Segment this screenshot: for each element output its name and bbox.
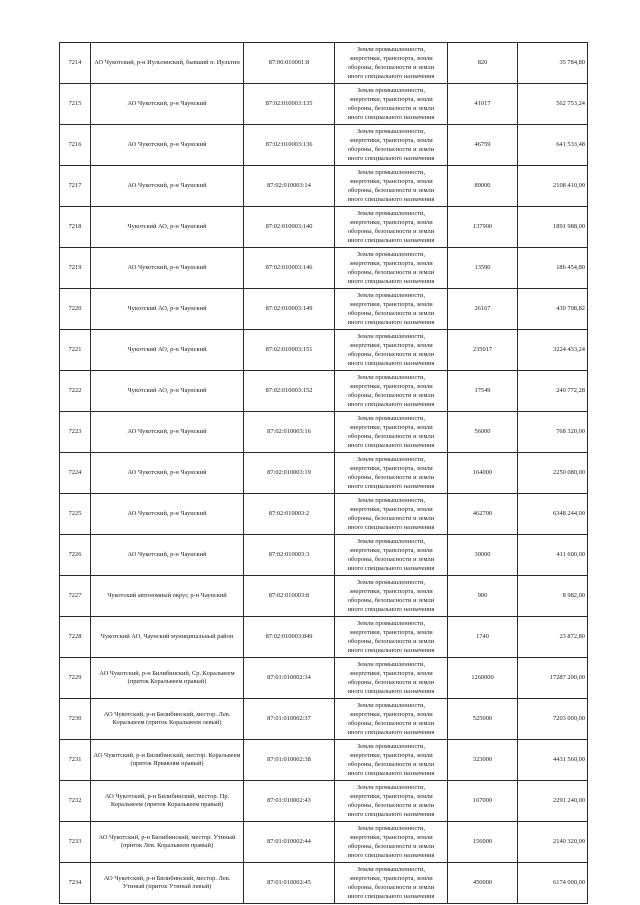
table-row xyxy=(60,617,588,658)
area-cell: 17549 xyxy=(448,371,518,412)
area-cell: 323000 xyxy=(448,740,518,781)
cadastral-number-cell: 87:01:010002:45 xyxy=(244,863,335,904)
land-category-line: Земли промышленности, xyxy=(356,373,426,381)
table-row xyxy=(60,494,588,535)
row-number-cell: 7227 xyxy=(60,576,91,617)
cadastral-value-cell: 2250 080,00 xyxy=(518,453,588,494)
land-category-line: Земли промышленности, xyxy=(356,865,426,873)
cadastral-number-cell: 87:02:010003:152 xyxy=(244,371,335,412)
address-cell: АО Чукотский, р-н Чаунский xyxy=(91,166,244,207)
land-category-cell xyxy=(335,412,448,453)
land-category-cell xyxy=(335,43,448,84)
land-category-line: энергетики, транспорта, земли xyxy=(349,710,433,718)
address-cell: АО Чукотский, р-н Билибинский, местор. Утиный (приток Лев. Коральвеем правый) xyxy=(91,822,244,863)
cadastral-value-cell: 17287 200,00 xyxy=(518,658,588,699)
address-cell: Чукотский АО, р-н Чаунский xyxy=(91,330,244,371)
land-category-line: иного специального назначения xyxy=(347,565,435,573)
land-category-line: иного специального назначения xyxy=(347,729,435,737)
land-category-line: Земли промышленности, xyxy=(356,86,426,94)
address-cell: АО Чукотский, р-н Чаунский xyxy=(91,535,244,576)
row-number-cell: 7214 xyxy=(60,43,91,84)
land-category-line: энергетики, транспорта, земли xyxy=(349,300,433,308)
land-category-cell xyxy=(335,166,448,207)
cadastral-value-cell: 23 872,80 xyxy=(518,617,588,658)
cadastral-value-cell: 4431 560,00 xyxy=(518,740,588,781)
land-category-line: энергетики, транспорта, земли xyxy=(349,177,433,185)
table-body xyxy=(60,43,588,904)
area-cell: 30000 xyxy=(448,535,518,576)
land-registry-table xyxy=(59,42,588,904)
land-category-line: энергетики, транспорта, земли xyxy=(349,218,433,226)
land-category-line: Земли промышленности, xyxy=(356,578,426,586)
row-number-cell: 7228 xyxy=(60,617,91,658)
row-number-cell: 7232 xyxy=(60,781,91,822)
land-category-line: обороны, безопасности и земли xyxy=(347,392,435,399)
land-category-line: Земли промышленности, xyxy=(356,291,426,299)
land-category-line: обороны, безопасности и земли xyxy=(347,802,435,809)
cadastral-number-cell: 87:02:010003:14 xyxy=(244,166,335,207)
land-category-line: Земли промышленности, xyxy=(356,168,426,176)
cadastral-number-cell: 87:01:010002:37 xyxy=(244,699,335,740)
land-category-line: Земли промышленности, xyxy=(356,783,426,791)
land-category-line: энергетики, транспорта, земли xyxy=(349,587,433,595)
land-category-line: энергетики, транспорта, земли xyxy=(349,669,433,677)
table-row xyxy=(60,166,588,207)
land-category-line: обороны, безопасности и земли xyxy=(347,351,435,358)
land-category-cell xyxy=(335,248,448,289)
address-cell: АО Чукотский, р-н Билибинский, местор. Лев. Утиный (приток Утиный левый) xyxy=(91,863,244,904)
table-row xyxy=(60,863,588,904)
cadastral-number-cell: 87:02:010003:146 xyxy=(244,248,335,289)
land-category-cell xyxy=(335,84,448,125)
land-category-cell xyxy=(335,822,448,863)
row-number-cell: 7233 xyxy=(60,822,91,863)
cadastral-value-cell: 1891 988,00 xyxy=(518,207,588,248)
cadastral-value-cell: 2108 410,00 xyxy=(518,166,588,207)
table-row xyxy=(60,412,588,453)
land-category-line: энергетики, транспорта, земли xyxy=(349,54,433,62)
land-category-cell xyxy=(335,330,448,371)
cadastral-value-cell: 2291 240,00 xyxy=(518,781,588,822)
land-category-cell xyxy=(335,494,448,535)
land-category-line: обороны, безопасности и земли xyxy=(347,433,435,440)
row-number-cell: 7222 xyxy=(60,371,91,412)
cadastral-number-cell: 87:02:010003:16 xyxy=(244,412,335,453)
address-cell: Чукотский АО, р-н Чаунский xyxy=(91,371,244,412)
area-cell: 89000 xyxy=(448,166,518,207)
land-category-line: обороны, безопасности и земли xyxy=(347,556,435,563)
land-category-cell xyxy=(335,699,448,740)
table-row xyxy=(60,371,588,412)
land-category-cell xyxy=(335,371,448,412)
land-category-line: обороны, безопасности и земли xyxy=(347,64,435,71)
cadastral-value-cell: 6348 244,00 xyxy=(518,494,588,535)
address-cell: АО Чукотский, р-н Билибинский, местор. Лев. Коральвеем (приток Коральвеем левый) xyxy=(91,699,244,740)
land-category-line: иного специального назначения xyxy=(347,319,435,327)
cadastral-value-cell: 562 753,24 xyxy=(518,84,588,125)
cadastral-value-cell: 6174 000,00 xyxy=(518,863,588,904)
land-category-line: энергетики, транспорта, земли xyxy=(349,95,433,103)
address-cell: АО Чукотский, р-н Чаунский xyxy=(91,494,244,535)
land-category-line: иного специального назначения xyxy=(347,442,435,450)
cadastral-number-cell: 87:02:010003:19 xyxy=(244,453,335,494)
land-category-line: обороны, безопасности и земли xyxy=(347,884,435,891)
row-number-cell: 7225 xyxy=(60,494,91,535)
land-category-line: Земли промышленности, xyxy=(356,619,426,627)
cadastral-number-cell: 87:02:010003:135 xyxy=(244,84,335,125)
address-cell: Чукотский АО, р-н Чаунский xyxy=(91,207,244,248)
row-number-cell: 7219 xyxy=(60,248,91,289)
row-number-cell: 7217 xyxy=(60,166,91,207)
row-number-cell: 7230 xyxy=(60,699,91,740)
land-category-line: Земли промышленности, xyxy=(356,127,426,135)
land-category-line: энергетики, транспорта, земли xyxy=(349,751,433,759)
cadastral-number-cell: 87:01:010002:43 xyxy=(244,781,335,822)
cadastral-value-cell: 35 784,80 xyxy=(518,43,588,84)
row-number-cell: 7224 xyxy=(60,453,91,494)
row-number-cell: 7216 xyxy=(60,125,91,166)
table-row xyxy=(60,576,588,617)
land-category-cell xyxy=(335,617,448,658)
cadastral-value-cell: 186 454,80 xyxy=(518,248,588,289)
cadastral-value-cell: 8 982,00 xyxy=(518,576,588,617)
land-category-line: энергетики, транспорта, земли xyxy=(349,874,433,882)
address-cell: Чукотский автономный округ, р-н Чаунский xyxy=(91,576,244,617)
land-category-line: Земли промышленности, xyxy=(356,537,426,545)
row-number-cell: 7215 xyxy=(60,84,91,125)
land-category-cell xyxy=(335,576,448,617)
land-category-line: иного специального назначения xyxy=(347,893,435,901)
address-cell: АО Чукотский, р-н Билибинский, Ср. Коральвеем (приток Коральвеем правый) xyxy=(91,658,244,699)
area-cell: 164000 xyxy=(448,453,518,494)
land-category-line: Земли промышленности, xyxy=(356,660,426,668)
table-row xyxy=(60,43,588,84)
land-category-line: энергетики, транспорта, земли xyxy=(349,833,433,841)
table-row xyxy=(60,781,588,822)
land-category-cell xyxy=(335,289,448,330)
address-cell: АО Чукотский, р-н Чаунский xyxy=(91,125,244,166)
cadastral-number-cell: 87:01:010002:44 xyxy=(244,822,335,863)
land-category-line: обороны, безопасности и земли xyxy=(347,146,435,153)
area-cell: 167000 xyxy=(448,781,518,822)
land-category-line: иного специального назначения xyxy=(347,483,435,491)
land-category-line: иного специального назначения xyxy=(347,360,435,368)
land-category-line: Земли промышленности, xyxy=(356,701,426,709)
land-category-line: иного специального назначения xyxy=(347,237,435,245)
land-category-line: энергетики, транспорта, земли xyxy=(349,792,433,800)
area-cell: 26167 xyxy=(448,289,518,330)
address-cell: АО Чукотский, р-н Иультинский, бывший п. Иультин xyxy=(91,43,244,84)
land-category-line: Земли промышленности, xyxy=(356,45,426,53)
cadastral-value-cell: 2140 320,00 xyxy=(518,822,588,863)
land-category-line: обороны, безопасности и земли xyxy=(347,515,435,522)
cadastral-value-cell: 430 708,82 xyxy=(518,289,588,330)
area-cell: 525000 xyxy=(448,699,518,740)
land-category-cell xyxy=(335,740,448,781)
cadastral-number-cell: 87:02:010003:2 xyxy=(244,494,335,535)
land-category-line: обороны, безопасности и земли xyxy=(347,105,435,112)
address-cell: Чукотский АО, р-н Чаунский xyxy=(91,289,244,330)
land-category-line: иного специального назначения xyxy=(347,73,435,81)
cadastral-value-cell: 768 320,00 xyxy=(518,412,588,453)
land-category-line: иного специального назначения xyxy=(347,524,435,532)
cadastral-number-cell: 87:02:010003:3 xyxy=(244,535,335,576)
land-category-cell xyxy=(335,125,448,166)
address-cell: АО Чукотский, р-н Чаунский xyxy=(91,248,244,289)
land-category-line: Земли промышленности, xyxy=(356,455,426,463)
table-row xyxy=(60,699,588,740)
area-cell: 13590 xyxy=(448,248,518,289)
address-cell: АО Чукотский, р-н Чаунский xyxy=(91,84,244,125)
land-category-line: обороны, безопасности и земли xyxy=(347,228,435,235)
land-category-line: энергетики, транспорта, земли xyxy=(349,382,433,390)
land-category-line: обороны, безопасности и земли xyxy=(347,269,435,276)
land-category-cell xyxy=(335,207,448,248)
land-category-line: Земли промышленности, xyxy=(356,209,426,217)
land-category-line: обороны, безопасности и земли xyxy=(347,638,435,645)
table-row xyxy=(60,248,588,289)
address-cell: АО Чукотский, р-н Чаунский xyxy=(91,412,244,453)
cadastral-value-cell: 3224 433,24 xyxy=(518,330,588,371)
cadastral-number-cell: 87:01:010002:34 xyxy=(244,658,335,699)
land-category-line: энергетики, транспорта, земли xyxy=(349,341,433,349)
cadastral-value-cell: 7203 000,00 xyxy=(518,699,588,740)
address-cell: АО Чукотский, р-н Билибинский, местор. Коральвеем (приток Ярвавлям правый) xyxy=(91,740,244,781)
land-category-line: энергетики, транспорта, земли xyxy=(349,423,433,431)
land-category-line: обороны, безопасности и земли xyxy=(347,679,435,686)
cadastral-value-cell: 411 600,00 xyxy=(518,535,588,576)
land-category-line: энергетики, транспорта, земли xyxy=(349,259,433,267)
land-category-line: иного специального назначения xyxy=(347,155,435,163)
row-number-cell: 7226 xyxy=(60,535,91,576)
area-cell: 235017 xyxy=(448,330,518,371)
row-number-cell: 7223 xyxy=(60,412,91,453)
land-category-line: иного специального назначения xyxy=(347,278,435,286)
land-category-line: энергетики, транспорта, земли xyxy=(349,628,433,636)
land-category-line: иного специального назначения xyxy=(347,852,435,860)
table-row xyxy=(60,822,588,863)
land-category-cell xyxy=(335,658,448,699)
table-row xyxy=(60,330,588,371)
row-number-cell: 7221 xyxy=(60,330,91,371)
table-row xyxy=(60,289,588,330)
area-cell: 900 xyxy=(448,576,518,617)
table-row xyxy=(60,535,588,576)
land-category-line: обороны, безопасности и земли xyxy=(347,720,435,727)
table-row xyxy=(60,453,588,494)
cadastral-number-cell: 87:01:010002:38 xyxy=(244,740,335,781)
land-category-line: обороны, безопасности и земли xyxy=(347,761,435,768)
land-category-line: энергетики, транспорта, земли xyxy=(349,136,433,144)
land-category-line: Земли промышленности, xyxy=(356,824,426,832)
land-category-line: Земли промышленности, xyxy=(356,250,426,258)
cadastral-number-cell: 87:02:010003:149 xyxy=(244,289,335,330)
land-category-line: иного специального назначения xyxy=(347,688,435,696)
cadastral-number-cell: 87:06:010001:8 xyxy=(244,43,335,84)
address-cell: Чукотский АО, Чаунский муниципальный район xyxy=(91,617,244,658)
row-number-cell: 7218 xyxy=(60,207,91,248)
land-category-cell xyxy=(335,863,448,904)
row-number-cell: 7220 xyxy=(60,289,91,330)
land-category-cell xyxy=(335,781,448,822)
table-row xyxy=(60,84,588,125)
land-category-line: обороны, безопасности и земли xyxy=(347,597,435,604)
land-category-line: иного специального назначения xyxy=(347,811,435,819)
land-category-line: Земли промышленности, xyxy=(356,742,426,750)
table-row xyxy=(60,740,588,781)
area-cell: 156000 xyxy=(448,822,518,863)
cadastral-number-cell: 87:02:010003:151 xyxy=(244,330,335,371)
land-category-cell xyxy=(335,535,448,576)
cadastral-value-cell: 641 533,48 xyxy=(518,125,588,166)
land-category-line: энергетики, транспорта, земли xyxy=(349,546,433,554)
land-category-line: иного специального назначения xyxy=(347,647,435,655)
land-category-line: энергетики, транспорта, земли xyxy=(349,505,433,513)
land-category-line: Земли промышленности, xyxy=(356,496,426,504)
land-category-line: Земли промышленности, xyxy=(356,414,426,422)
land-category-line: обороны, безопасности и земли xyxy=(347,187,435,194)
table-row xyxy=(60,125,588,166)
area-cell: 820 xyxy=(448,43,518,84)
land-category-cell xyxy=(335,453,448,494)
area-cell: 41017 xyxy=(448,84,518,125)
cadastral-number-cell: 87:02:010003:136 xyxy=(244,125,335,166)
land-category-line: Земли промышленности, xyxy=(356,332,426,340)
land-category-line: энергетики, транспорта, земли xyxy=(349,464,433,472)
cadastral-number-cell: 87:02:010003:8 xyxy=(244,576,335,617)
row-number-cell: 7231 xyxy=(60,740,91,781)
row-number-cell: 7234 xyxy=(60,863,91,904)
row-number-cell: 7229 xyxy=(60,658,91,699)
land-category-line: иного специального назначения xyxy=(347,196,435,204)
land-category-line: иного специального назначения xyxy=(347,770,435,778)
land-category-line: иного специального назначения xyxy=(347,401,435,409)
area-cell: 450000 xyxy=(448,863,518,904)
area-cell: 46759 xyxy=(448,125,518,166)
area-cell: 137900 xyxy=(448,207,518,248)
land-category-line: обороны, безопасности и земли xyxy=(347,474,435,481)
cadastral-value-cell: 240 772,28 xyxy=(518,371,588,412)
land-category-line: обороны, безопасности и земли xyxy=(347,310,435,317)
area-cell: 462700 xyxy=(448,494,518,535)
land-category-line: иного специального назначения xyxy=(347,114,435,122)
area-cell: 56000 xyxy=(448,412,518,453)
land-category-line: обороны, безопасности и земли xyxy=(347,843,435,850)
area-cell: 1260000 xyxy=(448,658,518,699)
area-cell: 1740 xyxy=(448,617,518,658)
land-category-line: иного специального назначения xyxy=(347,606,435,614)
address-cell: АО Чукотский, р-н Билибинский, местор. Пр. Коральвеем (приток Коральвеем правый) xyxy=(91,781,244,822)
cadastral-number-cell: 87:02:010003:140 xyxy=(244,207,335,248)
table-row xyxy=(60,207,588,248)
table-row xyxy=(60,658,588,699)
address-cell: АО Чукотский, р-н Чаунский xyxy=(91,453,244,494)
cadastral-number-cell: 87:02:010003:849 xyxy=(244,617,335,658)
